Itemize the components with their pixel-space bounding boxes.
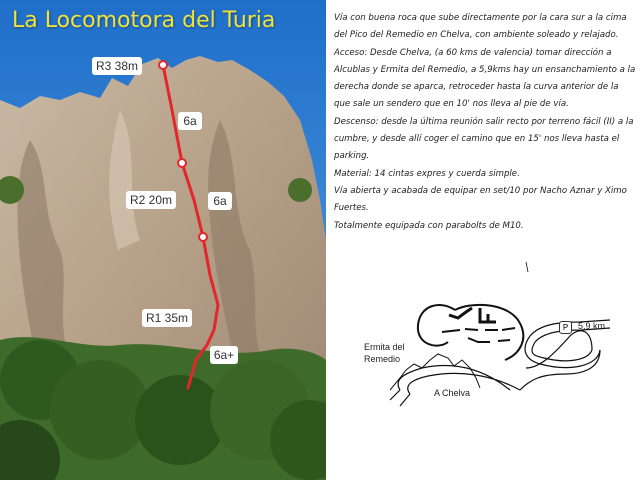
route-title: La Locomotora del Turia [12, 8, 276, 33]
pitch-2-grade: 6a [208, 192, 232, 210]
description-access: Acceso: Desde Chelva, (a 60 kms de valencia) tomar dirección a Alcublas y Ermita del Remedio, a 5,9kms hay un ensanchamiento a la derecha donde se aparca, retroceder hasta la curva anterior de la que sale un sendero que en 10' nos lleva al pie de vía. [334, 47, 636, 110]
description-opening: Vía abierta y acabada de equipar en set/10 por Nacho Aznar y Ximo Fuertes. [334, 185, 627, 214]
ermita-label-line2: Remedio [364, 354, 401, 364]
belay-r3-label: R3 38m [92, 57, 142, 75]
belay-r1-dot [199, 233, 207, 241]
access-map-drawing [330, 250, 640, 480]
belay-r1-label: R1 35m [142, 309, 192, 327]
pitch-1-grade: 6a+ [210, 346, 238, 364]
description-intro: Vía con buena roca que sube directamente por la cara sur a la cima del Pico del Remedio en Chelva, con ambiente soleado y relajado. [334, 13, 627, 41]
belay-r2-label: R2 20m [126, 191, 176, 209]
description-equipment: Totalmente equipada con parabolts de M10. [334, 220, 524, 231]
parking-distance: 5,9 km [578, 321, 606, 331]
pitch-3-grade: 6a [178, 112, 202, 130]
access-map [330, 250, 640, 480]
belay-r3-dot [159, 61, 167, 69]
belay-r2-dot [178, 159, 186, 167]
parking-icon: P [559, 321, 572, 334]
route-description [334, 10, 636, 235]
chelva-label: A Chelva [434, 388, 471, 398]
description-descent: Descenso: desde la última reunión salir recto por terreno fácil (II) a la cumbre, y desde allí coger el camino que en 15' nos lleva hasta el parking. [334, 116, 634, 162]
description-material: Material: 14 cintas expres y cuerda simple. [334, 168, 520, 179]
ermita-label-line1: Ermita del [364, 342, 405, 352]
